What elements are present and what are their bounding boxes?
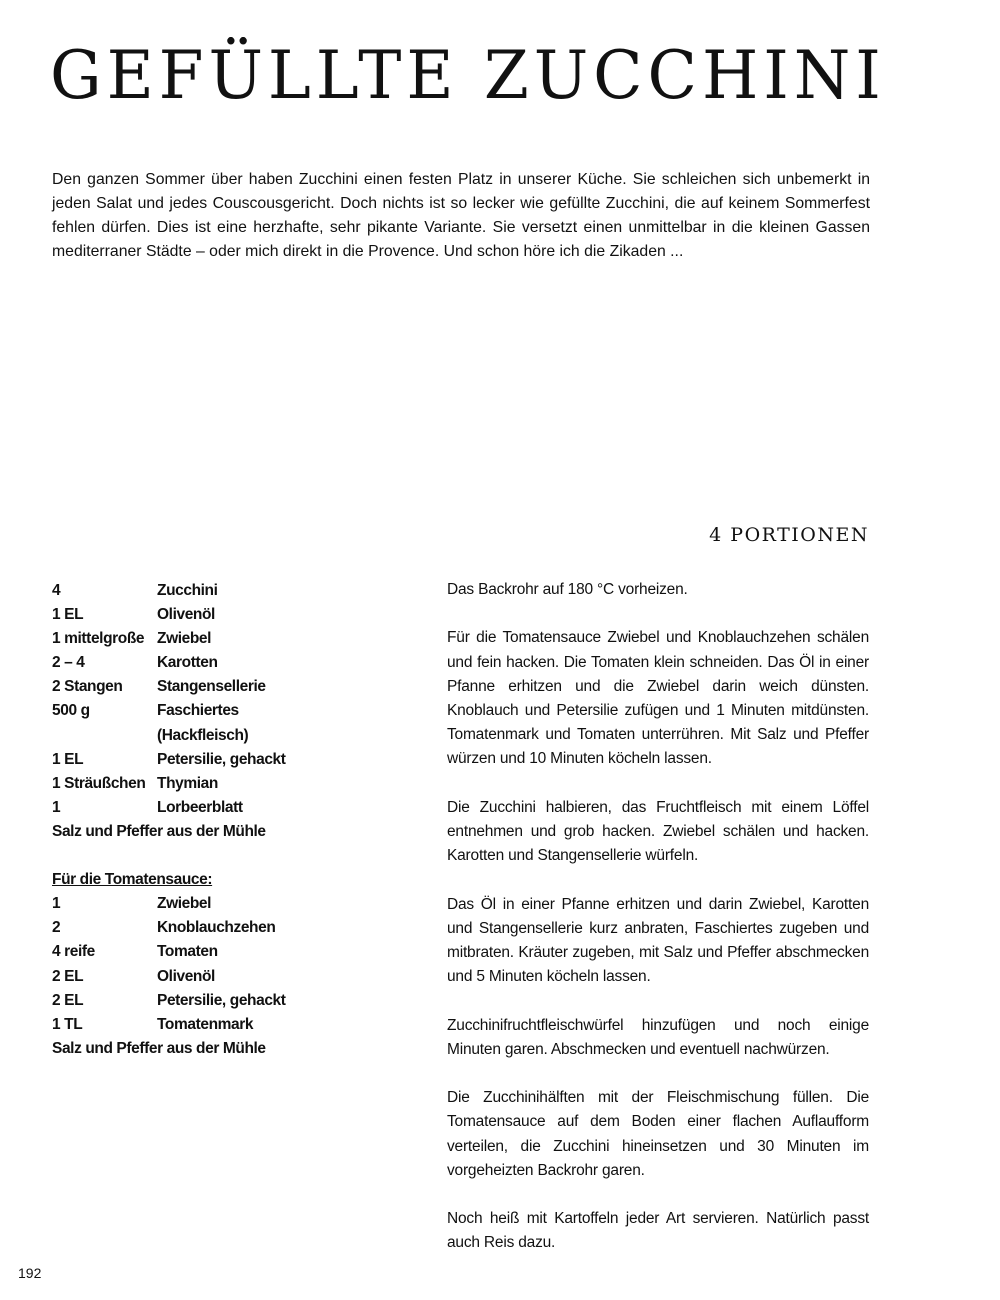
ingredient-row [52, 579, 382, 603]
ingredient-row [52, 965, 382, 989]
sauce-subheading: Für die Tomatensauce: [52, 871, 213, 889]
ingredient-name: Tomaten [157, 943, 218, 961]
ingredient-row [52, 1013, 382, 1037]
ingredient-row [52, 892, 382, 916]
seasoning-line: Salz und Pfeffer aus der Mühle [52, 822, 266, 840]
ingredient-quantity: 4 reife [52, 943, 95, 961]
ingredient-quantity: 2 EL [52, 967, 84, 985]
ingredient-row [52, 796, 382, 820]
ingredient-row [52, 989, 382, 1013]
ingredient-name: Zwiebel [157, 630, 212, 648]
ingredient-quantity: 1 EL [52, 750, 84, 768]
ingredient-row [52, 940, 382, 964]
ingredient-row [52, 748, 382, 772]
ingredient-quantity: 2 EL [52, 991, 84, 1009]
ingredient-name: Zucchini [157, 582, 218, 599]
recipe-title: GEFÜLLTE ZUCCHINI [50, 37, 886, 114]
ingredient-quantity [52, 724, 157, 748]
instruction-step: Für die Tomatensauce Zwiebel und Knoblauchzehen schälen und fein hacken. Die Tomaten klein schneiden. Das Öl in einer Pfanne erhitzen und die Zwiebel darin weich dünsten. Knoblauch und Petersilie zufügen und 1 Minuten mitdünsten. Tomatenmark und Tomaten unterrühren. Mit Salz und Pfeffer würzen und 10 Minuten köcheln lassen. [447, 629, 869, 768]
intro-paragraph: Den ganzen Sommer über haben Zucchini einen festen Platz in unserer Küche. Sie schleichen sich unbemerkt in jeden Salat und jedes Couscousgericht. Doch nichts ist so lecker wie gefüllte Zucchini, die auf keinem Sommerfest fehlen dürfen. Dies ist eine herzhafte, sehr pikante Variante. Sie versetzt einen unmittelbar in die kleinen Gassen mediterraner Städte – oder mich direkt in die Provence. Und schon höre ich die Zikaden ... [52, 171, 870, 260]
ingredient-quantity: 1 Sträußchen [52, 774, 146, 792]
instruction-step: Das Backrohr auf 180 °C vorheizen. [447, 581, 688, 598]
seasoning-line: Salz und Pfeffer aus der Mühle [52, 1039, 266, 1057]
ingredient-name: Lorbeerblatt [157, 798, 243, 816]
ingredient-row [52, 916, 382, 940]
ingredient-name: Stangensellerie [157, 678, 266, 696]
ingredient-quantity: 1 [52, 895, 61, 913]
instruction-step: Die Zucchinihälften mit der Fleischmischung füllen. Die Tomatensauce auf dem Boden einer flachen Auflaufform verteilen, die Zucchini hineinsetzen und 30 Minuten im vorgeheizten Backrohr garen. [447, 1089, 869, 1179]
ingredient-name: Karotten [157, 654, 218, 672]
instructions [447, 578, 869, 1280]
ingredient-name: Knoblauchzehen [157, 919, 276, 937]
ingredient-quantity: 500 g [52, 702, 90, 720]
ingredient-list [52, 579, 382, 1061]
page-number: 192 [18, 1265, 42, 1281]
ingredient-row [52, 724, 382, 748]
ingredient-quantity: 1 mittelgroße [52, 630, 145, 648]
instruction-step: Zucchinifruchtfleischwürfel hinzufügen und noch einige Minuten garen. Abschmecken und eventuell nachwürzen. [447, 1016, 869, 1058]
ingredient-name: Petersilie, gehackt [157, 750, 286, 768]
ingredient-quantity: 2 Stangen [52, 678, 123, 696]
ingredient-row [52, 627, 382, 651]
ingredient-row [52, 699, 382, 723]
ingredient-quantity: 1 [52, 798, 61, 816]
ingredient-name: (Hackfleisch) [157, 726, 249, 744]
ingredient-quantity: 1 EL [52, 606, 84, 624]
ingredient-quantity: 1 TL [52, 1015, 83, 1033]
portions-heading: 4 PORTIONEN [709, 524, 869, 546]
ingredient-name: Zwiebel [157, 895, 212, 913]
ingredient-quantity: 2 – 4 [52, 654, 85, 672]
ingredient-row [52, 772, 382, 796]
instruction-step: Die Zucchini halbieren, das Fruchtfleisch mit einem Löffel entnehmen und grob hacken. Zwiebel schälen und hacken. Karotten und Stangensellerie würfeln. [447, 798, 869, 865]
instruction-step: Noch heiß mit Kartoffeln jeder Art servieren. Natürlich passt auch Reis dazu. [447, 1210, 869, 1252]
ingredient-quantity: 4 [52, 582, 61, 599]
ingredient-name: Faschiertes [157, 702, 239, 720]
ingredient-name: Petersilie, gehackt [157, 991, 286, 1009]
instruction-step: Das Öl in einer Pfanne erhitzen und darin Zwiebel, Karotten und Stangensellerie kurz anbraten, Faschiertes zugeben und mitbraten. Kräuter zugeben, mit Salz und Pfeffer abschmecken und 5 Minuten köcheln lassen. [447, 895, 869, 986]
ingredient-row [52, 603, 382, 627]
ingredient-name: Olivenöl [157, 967, 215, 985]
ingredient-name: Tomatenmark [157, 1015, 254, 1033]
ingredient-row [52, 675, 382, 699]
spacer [52, 844, 382, 868]
ingredient-quantity: 2 [52, 919, 61, 937]
ingredient-row [52, 651, 382, 675]
ingredient-name: Olivenöl [157, 606, 215, 624]
ingredient-name: Thymian [157, 774, 218, 792]
